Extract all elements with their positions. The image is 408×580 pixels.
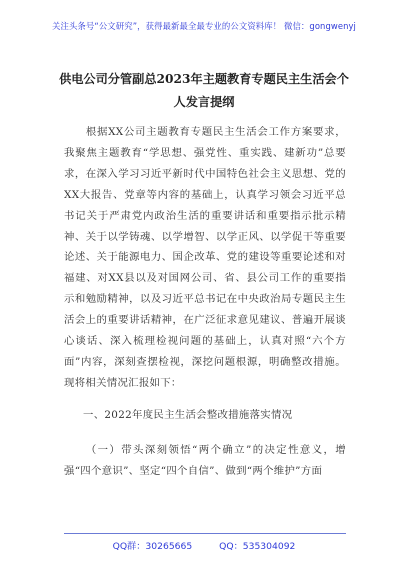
footer xyxy=(0,538,408,552)
subsection-heading: （一）带头深刻领悟“两个确立”的决定性意义，增强“四个意识”、坚定“四个自信”、做到“两个维护”方面 xyxy=(64,444,346,477)
footer-divider xyxy=(64,533,346,534)
body-paragraph: 根据XX公司主题教育专题民主生活会工作方案要求，我聚焦主题教育“学思想、强党性、重实践、建新功”总要求，在深入学习习近平新时代中国特色社会主义思想、党的XX大报告、党章等内容的基础上，认真学习领会习近平总书记关于严肃党内政治生活的重要讲话和重要指示批示精神、关于以学铸魂、以学增智、以学正风、以学促干等重要论述、关于能源电力、国企改革、党的建设等重要论述和对福建、对XX县以及对国网公司、省、县公司工作的重要指示和勉励精神，以及习近平总书记在中央政治局专题民主生活会上的重要讲话精神，在广泛征求意见建议、普遍开展谈心谈话、深入梳理检视问题的基础上，认真对照“六个方面”内容，深刻查摆检视，深挖问题根源，明确整改措施。现将相关情况汇报如下： xyxy=(64,126,346,389)
document-title: 供电公司分管副总2023年主题教育专题民主生活会个人发言提纲 xyxy=(59,72,349,109)
section-heading: 一、2022年度民主生活会整改措施落实情况 xyxy=(83,409,293,421)
footer-qq: QQ：535304092 xyxy=(219,541,296,552)
header-note: 关注头条号“公文研究”，获得最新最全最专业的公文资料库！ 微信：gongwenyj xyxy=(52,21,356,31)
footer-qq-group: QQ群：30265665 xyxy=(112,541,193,552)
